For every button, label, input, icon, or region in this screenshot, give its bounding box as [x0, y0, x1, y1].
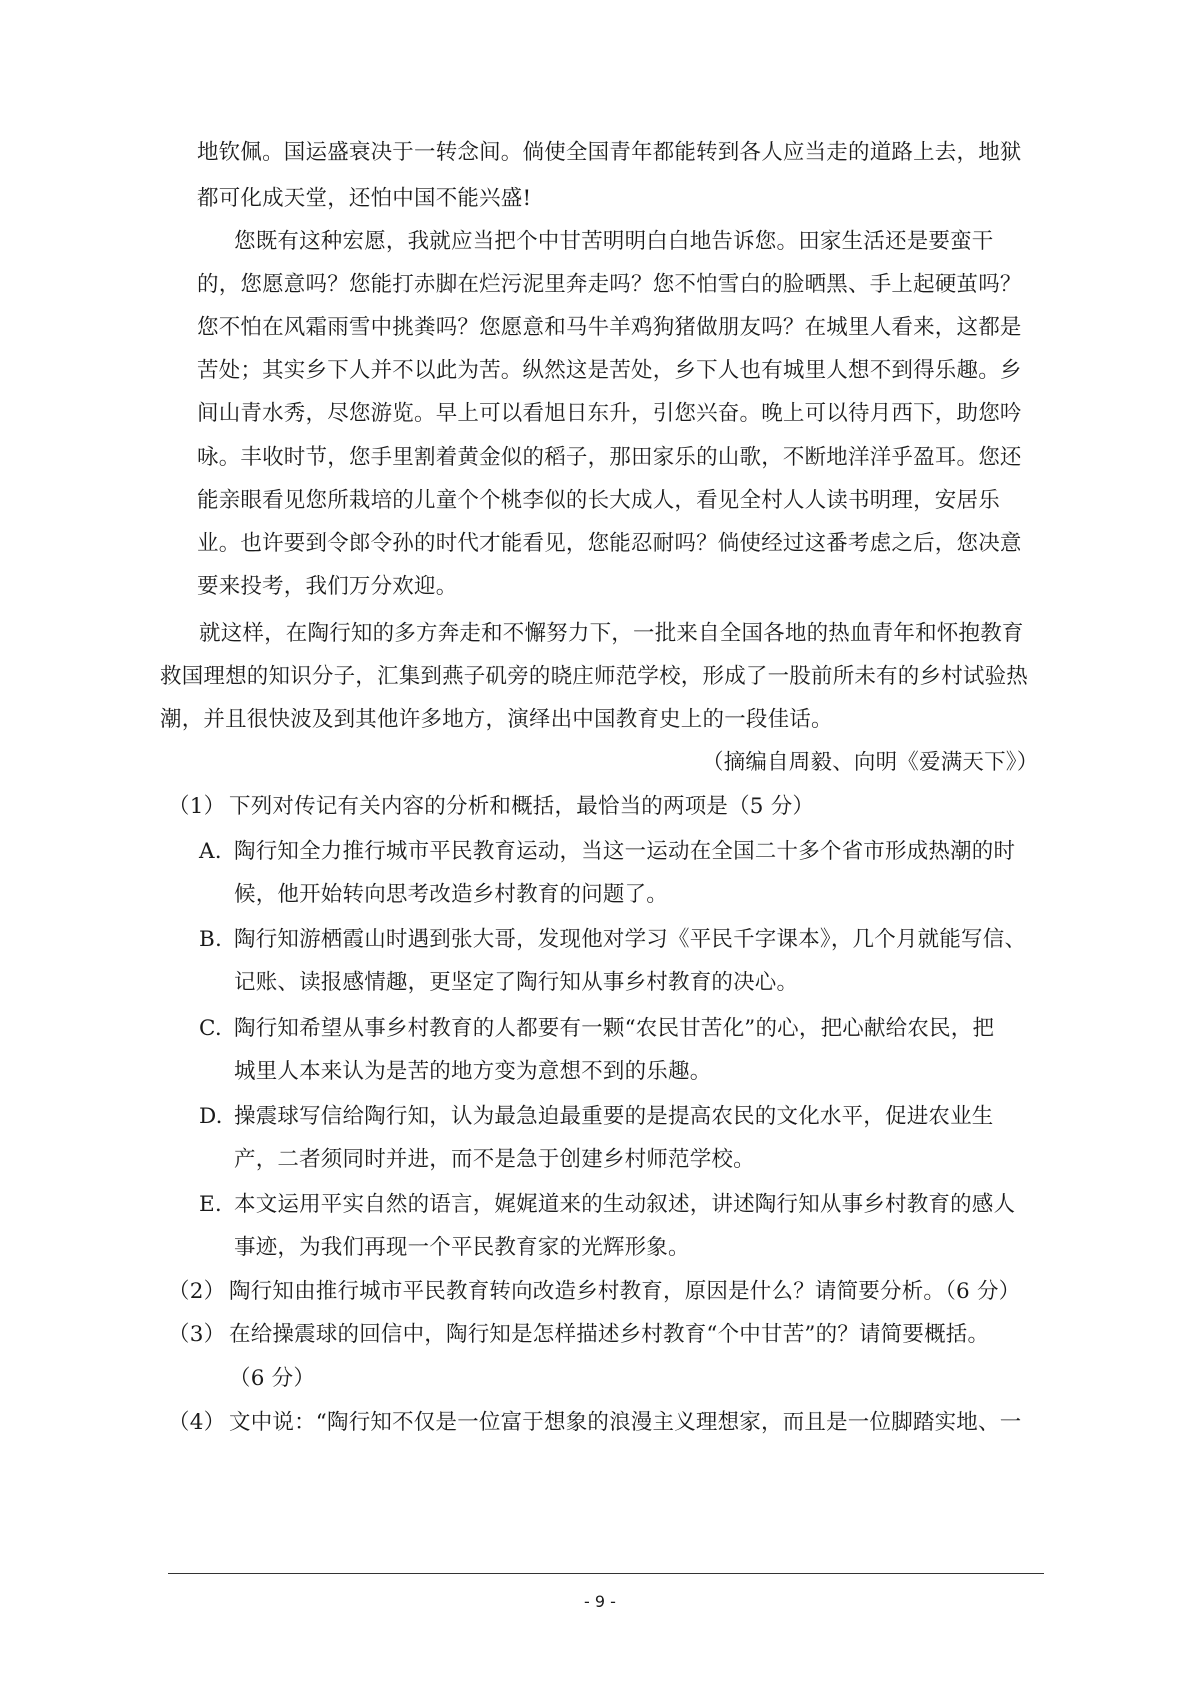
option-a-letter: A. — [199, 839, 222, 864]
question-1-number: （1） — [168, 794, 226, 819]
letter-line: 间山青水秀，尽您游览。早上可以看旭日东升，引您兴奋。晚上可以待月西下，助您吟 — [197, 401, 1022, 426]
question-4-number: （4） — [168, 1410, 226, 1435]
letter-line: 苦处；其实乡下人并不以此为苦。纵然这是苦处，乡下人也有城里人想不到得乐趣。乡 — [197, 358, 1022, 383]
option-e-text: 本文运用平实自然的语言，娓娓道来的生动叙述，讲述陶行知从事乡村教育的感人 — [234, 1192, 1016, 1217]
source-citation: （摘编自周毅、向明《爱满天下》） — [702, 750, 1039, 775]
question-1-stem: 下列对传记有关内容的分析和概括，最恰当的两项是（5 分） — [229, 794, 815, 819]
conclusion-line: 就这样，在陶行知的多方奔走和不懈努力下，一批来自全国各地的热血青年和怀抱教育 — [199, 621, 1024, 646]
footer-divider — [168, 1573, 1044, 1574]
letter-line: 咏。丰收时节，您手里割着黄金似的稻子，那田家乐的山歌，不断地洋洋乎盈耳。您还 — [197, 445, 1022, 470]
option-c-text: 陶行知希望从事乡村教育的人都要有一颗“农民甘苦化”的心，把心献给农民，把 — [234, 1016, 995, 1041]
letter-line: 要来投考，我们万分欢迎。 — [197, 574, 458, 599]
letter-line: 的，您愿意吗？您能打赤脚在烂污泥里奔走吗？您不怕雪白的脸晒黑、手上起硬茧吗？ — [197, 272, 1022, 297]
option-d-letter: D. — [199, 1104, 223, 1129]
option-c-letter: C. — [199, 1016, 222, 1041]
letter-line: 能亲眼看见您所栽培的儿童个个桃李似的长大成人，看见全村人人读书明理，安居乐 — [197, 488, 1000, 513]
letter-line: 都可化成天堂，还怕中国不能兴盛! — [197, 186, 532, 211]
option-e-letter: E. — [199, 1192, 222, 1217]
option-d-text: 产，二者须同时并进，而不是急于创建乡村师范学校。 — [234, 1147, 755, 1172]
letter-line: 您不怕在风霜雨雪中挑粪吗？您愿意和马牛羊鸡狗猪做朋友吗？在城里人看来，这都是 — [197, 315, 1022, 340]
letter-line: 您既有这种宏愿，我就应当把个中甘苦明明白白地告诉您。田家生活还是要蛮干 — [234, 229, 994, 254]
option-a-text: 陶行知全力推行城市平民教育运动，当这一运动在全国二十多个省市形成热潮的时 — [234, 839, 1016, 864]
option-a-text: 候，他开始转向思考改造乡村教育的问题了。 — [234, 882, 669, 907]
letter-line: 业。也许要到令郎令孙的时代才能看见，您能忍耐吗？倘使经过这番考虑之后，您决意 — [197, 531, 1022, 556]
option-d-text: 操震球写信给陶行知，认为最急迫最重要的是提高农民的文化水平，促进农业生 — [234, 1104, 994, 1129]
question-2-number: （2） — [168, 1279, 226, 1304]
question-3-stem: 在给操震球的回信中，陶行知是怎样描述乡村教育“个中甘苦”的？请简要概括。 — [229, 1322, 990, 1347]
conclusion-line: 潮，并且很快波及到其他许多地方，演绎出中国教育史上的一段佳话。 — [160, 707, 833, 732]
question-3-stem: （6 分） — [229, 1366, 316, 1391]
option-b-text: 陶行知游栖霞山时遇到张大哥，发现他对学习《平民千字课本》，几个月就能写信、 — [234, 927, 1027, 952]
option-b-text: 记账、读报感情趣，更坚定了陶行知从事乡村教育的决心。 — [234, 970, 799, 995]
question-2-stem: 陶行知由推行城市平民教育转向改造乡村教育，原因是什么？请简要分析。（6 分） — [229, 1279, 1021, 1304]
option-e-text: 事迹，为我们再现一个平民教育家的光辉形象。 — [234, 1235, 690, 1260]
option-b-letter: B. — [199, 927, 223, 952]
question-3-number: （3） — [168, 1322, 226, 1347]
conclusion-line: 救国理想的知识分子，汇集到燕子矶旁的晓庄师范学校，形成了一股前所未有的乡村试验热 — [160, 664, 1029, 689]
letter-line: 地钦佩。国运盛衰决于一转念间。倘使全国青年都能转到各人应当走的道路上去，地狱 — [197, 140, 1022, 165]
option-c-text: 城里人本来认为是苦的地方变为意想不到的乐趣。 — [234, 1059, 712, 1084]
page-number: - 9 - — [584, 1592, 616, 1611]
question-4-stem: 文中说：“陶行知不仅是一位富于想象的浪漫主义理想家，而且是一位脚踏实地、一 — [229, 1410, 1022, 1435]
